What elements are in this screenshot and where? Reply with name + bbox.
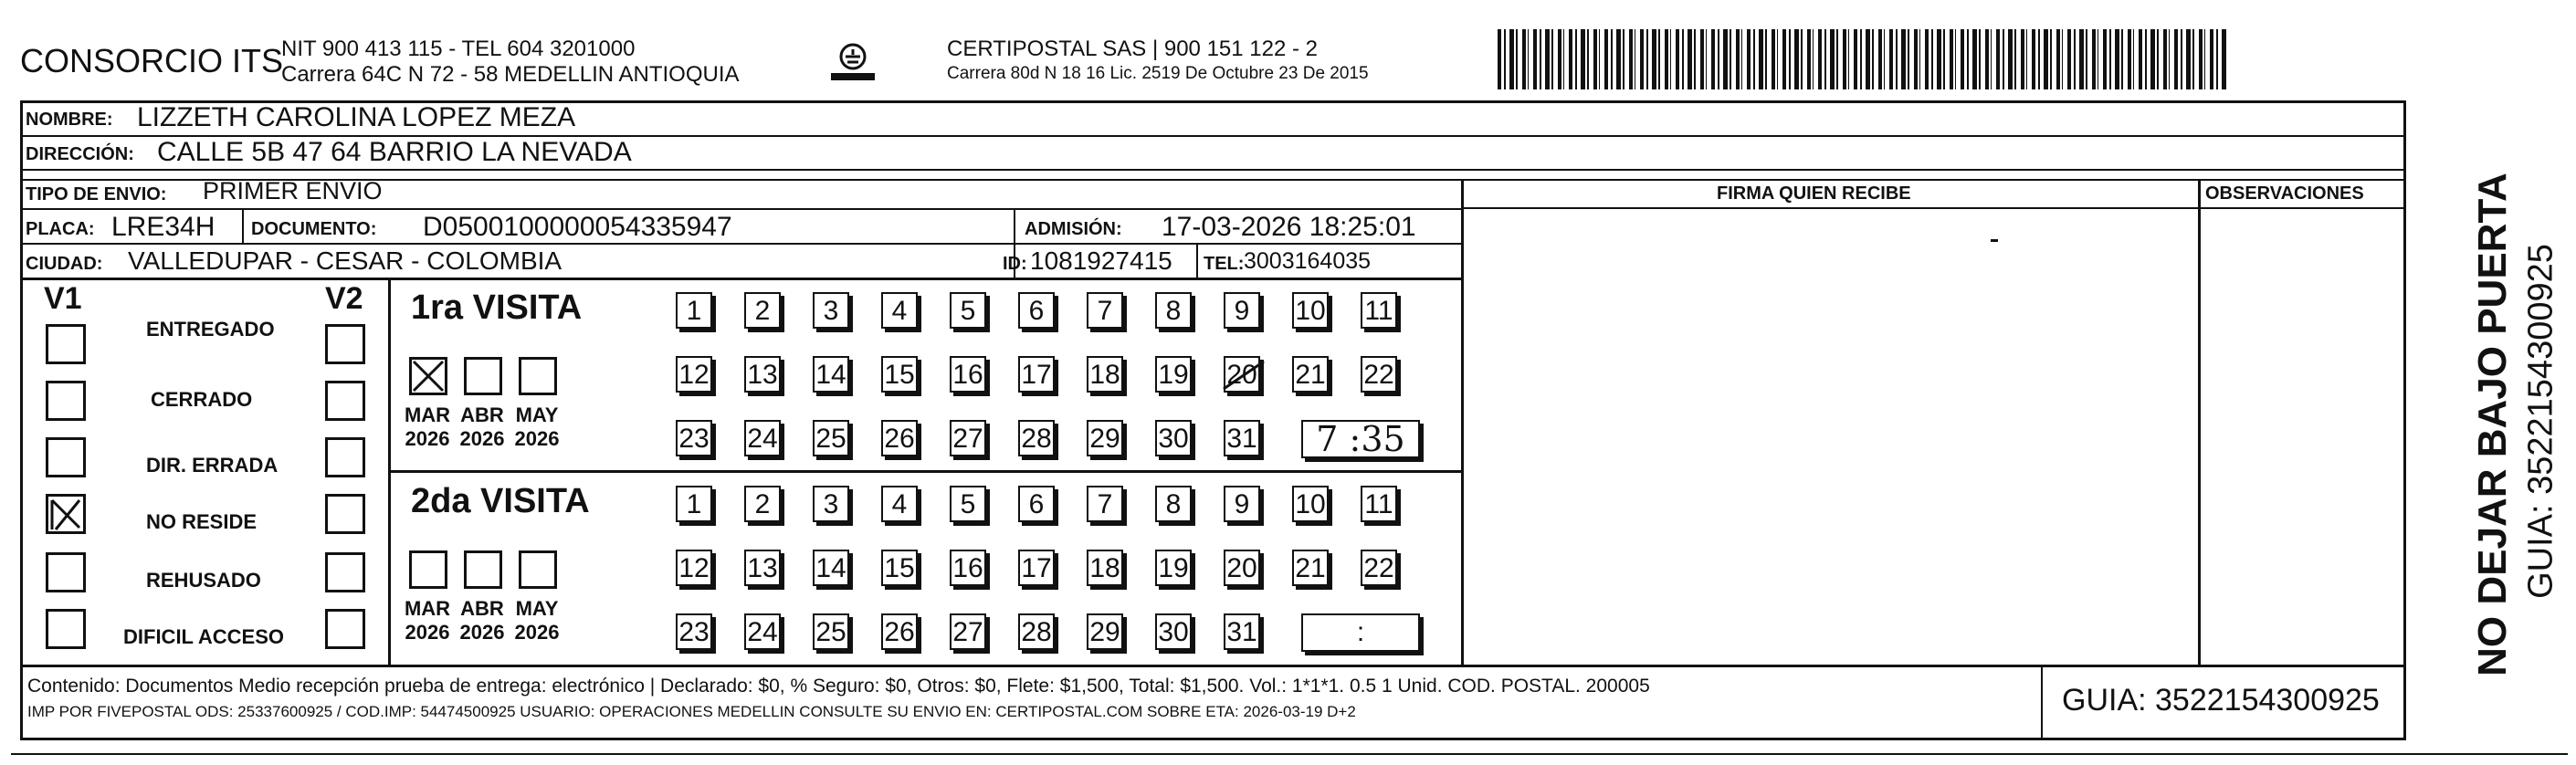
month-label: MAR 2026 [404,597,451,644]
day-box-3[interactable]: 3 [813,486,849,522]
id-value: 1081927415 [1030,246,1172,275]
month-label: ABR 2026 [459,403,505,450]
frame-right [2403,100,2406,739]
day-box-9[interactable]: 9 [1224,486,1260,522]
col-footer-guia [2041,665,2043,739]
day-box-21[interactable]: 21 [1292,550,1329,586]
page-bottom-rule [11,753,2568,755]
footer-guia: GUIA: 3522154300925 [2062,683,2380,718]
v1-checkbox-3[interactable] [46,494,86,534]
tipo-label: TIPO DE ENVIO: [26,184,167,204]
row-rule-5 [20,243,1463,245]
status-label: NO RESIDE [146,510,258,533]
ciudad-label: CIUDAD: [26,254,103,274]
strike-mark-icon [1220,356,1267,396]
day-box-5[interactable]: 5 [950,486,986,522]
v2-checkbox-4[interactable] [325,552,365,592]
day-box-24[interactable]: 24 [744,420,781,456]
day-box-7[interactable]: 7 [1087,486,1123,522]
day-box-8[interactable]: 8 [1155,292,1192,329]
visit-divider [388,470,1463,473]
nombre-value: LIZZETH CAROLINA LOPEZ MEZA [137,102,576,132]
day-box-2[interactable]: 2 [744,292,781,329]
visit-title-2: 2da VISITA [411,482,590,520]
month-checkbox-mar[interactable] [409,550,447,589]
carrier-name: CERTIPOSTAL SAS | 900 151 122 - 2 [947,37,1318,61]
status-label: DIR. ERRADA [146,454,279,477]
day-box-29[interactable]: 29 [1087,420,1123,456]
col-firma-left [1461,179,1464,665]
footer-imp: IMP POR FIVEPOSTAL ODS: 25337600925 / COD.IMP: 54474500925 USUARIO: OPERACIONES MEDELLIN CONSULTE SU ENVIO EN: CERTIPOSTAL.COM SOBRE ETA: 2026-03-19 D+2 [27,703,1356,720]
day-box-23[interactable]: 23 [676,613,712,650]
tel-label: TEL: [1204,254,1245,274]
v2-checkbox-5[interactable] [325,609,365,649]
v2-checkbox-0[interactable] [325,324,365,364]
day-box-24[interactable]: 24 [744,613,781,650]
day-box-20[interactable]: 20 [1224,356,1260,393]
nombre-label: NOMBRE: [26,110,113,130]
tel-value: 3003164035 [1244,248,1372,274]
time-box[interactable]: : [1301,613,1420,652]
day-box-11[interactable]: 11 [1361,486,1397,522]
day-box-23[interactable]: 23 [676,420,712,456]
v1-header: V1 [44,281,82,316]
frame-left [20,100,23,739]
v2-checkbox-2[interactable] [325,437,365,477]
day-box-26[interactable]: 26 [881,613,918,650]
day-box-14[interactable]: 14 [813,550,849,586]
v2-checkbox-1[interactable] [325,381,365,421]
admision-value: 17-03-2026 18:25:01 [1162,212,1416,242]
footer-contenido: Contenido: Documentos Medio recepción prueba de entrega: electrónico | Declarado: $0, % Seguro: $0, Otros: $0, Flete: $1,500, Total: $1,500. Vol.: 1*1*1. 0.5 1 Unid. COD. POSTAL. 200005 [27,676,1650,697]
month-label: MAR 2026 [404,403,451,450]
row-rule-2 [20,169,2403,171]
day-box-31[interactable]: 31 [1224,420,1260,456]
day-box-27[interactable]: 27 [950,420,986,456]
status-label: DIFICIL ACCESO [123,625,285,648]
v1-checkbox-1[interactable] [46,381,86,421]
side-text [2411,100,2566,739]
direccion-value: CALLE 5B 47 64 BARRIO LA NEVADA [157,137,632,167]
ciudad-value: VALLEDUPAR - CESAR - COLOMBIA [128,246,563,275]
day-box-22[interactable]: 22 [1361,356,1397,393]
day-box-31[interactable]: 31 [1224,613,1260,650]
day-box-2[interactable]: 2 [744,486,781,522]
day-box-21[interactable]: 21 [1292,356,1329,393]
month-checkbox-may[interactable] [519,550,557,589]
v1-checkbox-4[interactable] [46,552,86,592]
day-box-17[interactable]: 17 [1018,356,1055,393]
time-box[interactable]: 7 :35 [1301,420,1420,458]
day-box-4[interactable]: 4 [881,486,918,522]
carrier-address: Carrera 80d N 18 16 Lic. 2519 De Octubre 23 De 2015 [947,64,1369,83]
day-box-30[interactable]: 30 [1155,420,1192,456]
day-box-8[interactable]: 8 [1155,486,1192,522]
documento-value: D0500100000054335947 [423,212,732,242]
signature-mark [1991,239,1998,242]
day-box-25[interactable]: 25 [813,613,849,650]
row-rule-footer [20,665,2403,667]
day-box-11[interactable]: 11 [1361,292,1397,329]
day-box-19[interactable]: 19 [1155,550,1192,586]
day-box-16[interactable]: 16 [950,356,986,393]
row-rule-6 [20,278,1463,280]
observaciones-label: OBSERVACIONES [2205,183,2364,204]
day-box-29[interactable]: 29 [1087,613,1123,650]
day-box-10[interactable]: 10 [1292,486,1329,522]
month-checkbox-mar[interactable] [409,357,447,395]
id-label: ID: [1003,254,1027,274]
day-box-1[interactable]: 1 [676,292,712,329]
firma-label: FIRMA QUIEN RECIBE [1717,183,1911,204]
certipostal-logo [829,38,877,86]
v1-checkbox-0[interactable] [46,324,86,364]
col-obs-left [2198,179,2201,665]
month-label: MAY 2026 [514,403,560,450]
day-box-13[interactable]: 13 [744,550,781,586]
day-box-18[interactable]: 18 [1087,356,1123,393]
v1-checkbox-2[interactable] [46,437,86,477]
day-box-13[interactable]: 13 [744,356,781,393]
day-box-20[interactable]: 20 [1224,550,1260,586]
v2-header: V2 [325,281,363,316]
day-box-28[interactable]: 28 [1018,613,1055,650]
day-box-6[interactable]: 6 [1018,292,1055,329]
v1-checkbox-5[interactable] [46,609,86,649]
day-box-27[interactable]: 27 [950,613,986,650]
placa-value: LRE34H [111,212,216,242]
day-box-12[interactable]: 12 [676,550,712,586]
month-checkbox-abr[interactable] [464,550,502,589]
day-box-12[interactable]: 12 [676,356,712,393]
month-checkbox-abr[interactable] [464,357,502,395]
row-rule-4 [20,208,1463,210]
day-box-17[interactable]: 17 [1018,550,1055,586]
month-checkbox-may[interactable] [519,357,557,395]
col-tel [1196,243,1198,279]
day-box-3[interactable]: 3 [813,292,849,329]
day-box-10[interactable]: 10 [1292,292,1329,329]
company-nit: NIT 900 413 115 - TEL 604 3201000 [281,37,636,61]
day-box-5[interactable]: 5 [950,292,986,329]
day-box-14[interactable]: 14 [813,356,849,393]
day-box-4[interactable]: 4 [881,292,918,329]
day-box-16[interactable]: 16 [950,550,986,586]
barcode [1498,29,2228,89]
day-box-25[interactable]: 25 [813,420,849,456]
day-box-28[interactable]: 28 [1018,420,1055,456]
row-rule-4b [1461,207,2403,209]
month-label: MAY 2026 [514,597,560,644]
company-address: Carrera 64C N 72 - 58 MEDELLIN ANTIOQUIA [281,62,740,87]
day-box-19[interactable]: 19 [1155,356,1192,393]
day-box-7[interactable]: 7 [1087,292,1123,329]
day-box-15[interactable]: 15 [881,356,918,393]
visit-title-1: 1ra VISITA [411,288,583,327]
no-dejar-bajo-puerta: NO DEJAR BAJO PUERTA [2470,173,2515,676]
frame-bottom [20,738,2406,740]
documento-label: DOCUMENTO: [251,219,377,239]
day-box-30[interactable]: 30 [1155,613,1192,650]
company-name: CONSORCIO ITS [20,42,284,79]
status-label: ENTREGADO [146,318,275,341]
direccion-label: DIRECCIÓN: [26,144,134,164]
month-label: ABR 2026 [459,597,505,644]
placa-label: PLACA: [26,219,95,239]
check-mark-icon [48,497,83,531]
status-label: CERRADO [151,388,253,411]
side-guia: GUIA: 3522154300925 [2521,244,2560,599]
tipo-value: PRIMER ENVIO [203,177,383,204]
check-mark-icon [412,360,445,393]
day-box-22[interactable]: 22 [1361,550,1397,586]
day-box-26[interactable]: 26 [881,420,918,456]
col-placa [242,208,244,245]
admision-label: ADMISIÓN: [1025,219,1122,239]
day-box-9[interactable]: 9 [1224,292,1260,329]
status-label: REHUSADO [146,569,261,592]
v2-checkbox-3[interactable] [325,494,365,534]
day-box-15[interactable]: 15 [881,550,918,586]
day-box-18[interactable]: 18 [1087,550,1123,586]
day-box-6[interactable]: 6 [1018,486,1055,522]
day-box-1[interactable]: 1 [676,486,712,522]
